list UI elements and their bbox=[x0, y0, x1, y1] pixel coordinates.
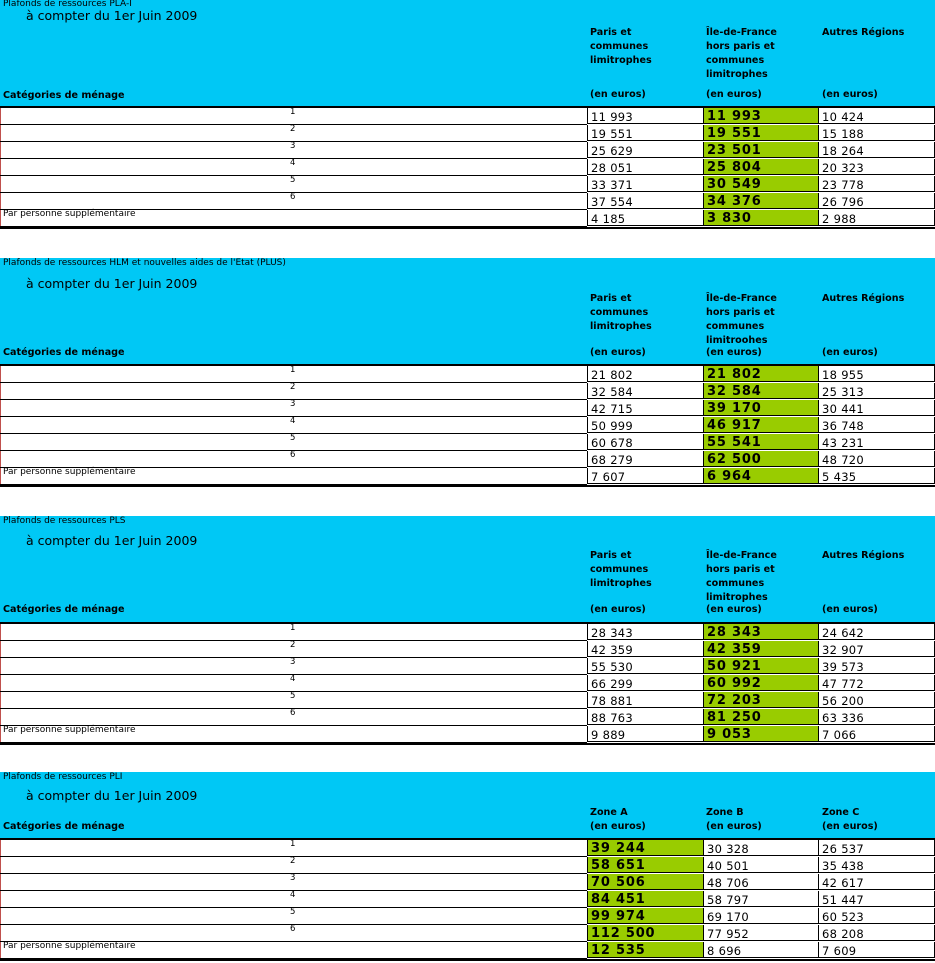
table-bottom-border bbox=[0, 227, 935, 229]
value-cell[interactable]: 50 921 bbox=[703, 658, 819, 674]
row-marker bbox=[0, 142, 1, 158]
resource-table bbox=[0, 516, 935, 747]
value-cell[interactable]: 88 763 bbox=[587, 709, 703, 725]
table-row bbox=[0, 857, 935, 874]
table-header bbox=[0, 516, 935, 622]
value-cell[interactable]: 11 993 bbox=[587, 108, 703, 124]
row-label-cell bbox=[0, 434, 587, 451]
value-cell[interactable]: 28 343 bbox=[587, 624, 703, 640]
table-row bbox=[0, 658, 935, 675]
row-marker bbox=[0, 468, 1, 484]
table-row bbox=[0, 142, 935, 159]
value-cell[interactable]: 55 541 bbox=[703, 434, 819, 450]
row-label: 5 bbox=[290, 691, 296, 701]
value-cell[interactable]: 23 778 bbox=[818, 176, 935, 192]
table-title: Plafonds de ressources PLA-I bbox=[3, 0, 132, 9]
table-row bbox=[0, 434, 935, 451]
table-row bbox=[0, 692, 935, 709]
row-marker bbox=[0, 840, 1, 856]
row-marker bbox=[0, 908, 1, 924]
table-subtitle: à compter du 1er Juin 2009 bbox=[26, 788, 198, 803]
value-cell[interactable]: 72 203 bbox=[703, 692, 819, 708]
value-cell[interactable]: 42 359 bbox=[703, 641, 819, 657]
row-label: 4 bbox=[290, 674, 296, 684]
row-label: 4 bbox=[290, 158, 296, 168]
value-cell[interactable]: 60 992 bbox=[703, 675, 819, 691]
table-row bbox=[0, 108, 935, 125]
column-header: Île-de-France hors paris et communes limitrophes bbox=[706, 550, 777, 603]
row-label: 6 bbox=[290, 708, 296, 718]
value-cell[interactable]: 34 376 bbox=[703, 193, 819, 209]
category-label: Catégories de ménage bbox=[3, 604, 125, 615]
table-header bbox=[0, 258, 935, 364]
value-cell[interactable]: 7 609 bbox=[818, 942, 935, 958]
column-header: Zone C bbox=[822, 807, 860, 818]
table-row bbox=[0, 210, 935, 227]
value-cell[interactable]: 46 917 bbox=[703, 417, 819, 433]
row-label: 6 bbox=[290, 192, 296, 202]
row-label: 2 bbox=[290, 382, 296, 392]
row-label-cell bbox=[0, 193, 587, 210]
column-header: Autres Régions bbox=[822, 27, 905, 38]
row-label-cell bbox=[0, 658, 587, 675]
value-cell[interactable]: 42 359 bbox=[587, 641, 703, 657]
table-row bbox=[0, 176, 935, 193]
value-cell[interactable]: 39 244 bbox=[587, 840, 703, 856]
row-label-cell bbox=[0, 891, 587, 908]
row-marker bbox=[0, 709, 1, 725]
row-label: 6 bbox=[290, 924, 296, 934]
column-unit: (en euros) bbox=[590, 604, 646, 615]
row-marker bbox=[0, 658, 1, 674]
table-row bbox=[0, 942, 935, 959]
row-marker bbox=[0, 383, 1, 399]
row-label-cell bbox=[0, 383, 587, 400]
value-cell[interactable]: 9 053 bbox=[703, 726, 819, 742]
value-cell[interactable]: 4 185 bbox=[587, 210, 703, 226]
table-title: Plafonds de ressources PLS bbox=[3, 516, 126, 526]
resource-table bbox=[0, 0, 935, 231]
row-label-cell bbox=[0, 210, 587, 227]
table-subtitle: à compter du 1er Juin 2009 bbox=[26, 533, 198, 548]
table-row bbox=[0, 891, 935, 908]
value-cell[interactable]: 25 313 bbox=[818, 383, 935, 399]
row-label: 5 bbox=[290, 907, 296, 917]
value-cell[interactable]: 68 279 bbox=[587, 451, 703, 467]
table-row bbox=[0, 451, 935, 468]
table-row bbox=[0, 624, 935, 641]
row-label: Par personne supplémentaire bbox=[3, 941, 136, 951]
row-marker bbox=[0, 417, 1, 433]
table-subtitle: à compter du 1er Juin 2009 bbox=[26, 276, 198, 291]
row-label: Par personne supplémentaire bbox=[3, 209, 136, 219]
table-row bbox=[0, 925, 935, 942]
row-label-cell bbox=[0, 675, 587, 692]
row-label: 3 bbox=[290, 873, 296, 883]
value-cell[interactable]: 10 424 bbox=[818, 108, 935, 124]
row-marker bbox=[0, 176, 1, 192]
table-subtitle: à compter du 1er Juin 2009 bbox=[26, 8, 198, 23]
row-label: 6 bbox=[290, 450, 296, 460]
row-label: 1 bbox=[290, 107, 296, 117]
table-row bbox=[0, 641, 935, 658]
table-title: Plafonds de ressources HLM et nouvelles aides de l'Etat (PLUS) bbox=[3, 258, 286, 268]
column-header: Paris et communes limitrophes bbox=[590, 293, 652, 332]
table-row bbox=[0, 840, 935, 857]
category-label: Catégories de ménage bbox=[3, 90, 125, 101]
row-label: Par personne supplémentaire bbox=[3, 725, 136, 735]
table-row bbox=[0, 417, 935, 434]
row-marker bbox=[0, 692, 1, 708]
value-cell[interactable]: 7 066 bbox=[818, 726, 935, 742]
table-row bbox=[0, 366, 935, 383]
row-marker bbox=[0, 125, 1, 141]
row-label: 5 bbox=[290, 433, 296, 443]
value-cell[interactable]: 77 952 bbox=[703, 925, 819, 941]
table-row bbox=[0, 675, 935, 692]
value-cell[interactable]: 30 441 bbox=[818, 400, 935, 416]
row-label-cell bbox=[0, 400, 587, 417]
table-row bbox=[0, 193, 935, 210]
row-label-cell bbox=[0, 641, 587, 658]
value-cell[interactable]: 58 797 bbox=[703, 891, 819, 907]
column-header: Zone A bbox=[590, 807, 628, 818]
row-marker bbox=[0, 925, 1, 941]
row-label-cell bbox=[0, 840, 587, 857]
column-unit: (en euros) bbox=[706, 89, 762, 100]
row-marker bbox=[0, 210, 1, 226]
value-cell[interactable]: 30 549 bbox=[703, 176, 819, 192]
column-unit: (en euros) bbox=[590, 89, 646, 100]
table-row bbox=[0, 709, 935, 726]
value-cell[interactable]: 32 907 bbox=[818, 641, 935, 657]
value-cell[interactable]: 36 748 bbox=[818, 417, 935, 433]
value-cell[interactable]: 28 343 bbox=[703, 624, 819, 640]
row-marker bbox=[0, 193, 1, 209]
column-unit: (en euros) bbox=[822, 89, 878, 100]
row-label-cell bbox=[0, 874, 587, 891]
value-cell[interactable]: 112 500 bbox=[587, 925, 703, 941]
table-row bbox=[0, 726, 935, 743]
value-cell[interactable]: 40 501 bbox=[703, 857, 819, 873]
value-cell[interactable]: 68 208 bbox=[818, 925, 935, 941]
value-cell[interactable]: 37 554 bbox=[587, 193, 703, 209]
value-cell[interactable]: 7 607 bbox=[587, 468, 703, 484]
row-label-cell bbox=[0, 624, 587, 641]
value-cell[interactable]: 33 371 bbox=[587, 176, 703, 192]
table-header bbox=[0, 772, 935, 838]
row-label: 1 bbox=[290, 623, 296, 633]
row-label: 2 bbox=[290, 124, 296, 134]
value-cell[interactable]: 70 506 bbox=[587, 874, 703, 890]
table-row bbox=[0, 159, 935, 176]
row-marker bbox=[0, 726, 1, 742]
table-row bbox=[0, 468, 935, 485]
row-label-cell bbox=[0, 726, 587, 743]
table-title: Plafonds de ressources PLI bbox=[3, 772, 123, 782]
value-cell[interactable]: 21 802 bbox=[703, 366, 819, 382]
row-marker bbox=[0, 159, 1, 175]
table-row bbox=[0, 908, 935, 925]
value-cell[interactable]: 35 438 bbox=[818, 857, 935, 873]
value-cell[interactable]: 2 988 bbox=[818, 210, 935, 226]
value-cell[interactable]: 55 530 bbox=[587, 658, 703, 674]
value-cell[interactable]: 30 328 bbox=[703, 840, 819, 856]
table-row bbox=[0, 383, 935, 400]
value-cell[interactable]: 8 696 bbox=[703, 942, 819, 958]
row-label-cell bbox=[0, 925, 587, 942]
column-header: Paris et communes limitrophes bbox=[590, 550, 652, 589]
row-label: 3 bbox=[290, 141, 296, 151]
value-cell[interactable]: 24 642 bbox=[818, 624, 935, 640]
value-cell[interactable]: 3 830 bbox=[703, 210, 819, 226]
row-marker bbox=[0, 675, 1, 691]
row-marker bbox=[0, 434, 1, 450]
table-row bbox=[0, 874, 935, 891]
value-cell[interactable]: 25 629 bbox=[587, 142, 703, 158]
column-header: Autres Régions bbox=[822, 550, 905, 561]
value-cell[interactable]: 32 584 bbox=[587, 383, 703, 399]
value-cell[interactable]: 42 715 bbox=[587, 400, 703, 416]
row-label-cell bbox=[0, 709, 587, 726]
value-cell[interactable]: 66 299 bbox=[587, 675, 703, 691]
row-label: 3 bbox=[290, 399, 296, 409]
value-cell[interactable]: 63 336 bbox=[818, 709, 935, 725]
row-marker bbox=[0, 108, 1, 124]
value-cell[interactable]: 9 889 bbox=[587, 726, 703, 742]
value-cell[interactable]: 48 720 bbox=[818, 451, 935, 467]
value-cell[interactable]: 25 804 bbox=[703, 159, 819, 175]
row-marker bbox=[0, 874, 1, 890]
row-label-cell bbox=[0, 417, 587, 434]
row-label: 1 bbox=[290, 839, 296, 849]
row-label: 4 bbox=[290, 416, 296, 426]
value-cell[interactable]: 78 881 bbox=[587, 692, 703, 708]
value-cell[interactable]: 43 231 bbox=[818, 434, 935, 450]
row-marker bbox=[0, 891, 1, 907]
column-header: Île-de-France hors paris et communes limitrophes bbox=[706, 27, 777, 80]
value-cell[interactable]: 5 435 bbox=[818, 468, 935, 484]
value-cell[interactable]: 51 447 bbox=[818, 891, 935, 907]
value-cell[interactable]: 58 651 bbox=[587, 857, 703, 873]
column-header: Zone B bbox=[706, 807, 744, 818]
row-marker bbox=[0, 366, 1, 382]
table-row bbox=[0, 125, 935, 142]
category-label: Catégories de ménage bbox=[3, 347, 125, 358]
row-label-cell bbox=[0, 908, 587, 925]
value-cell[interactable]: 84 451 bbox=[587, 891, 703, 907]
value-cell[interactable]: 39 573 bbox=[818, 658, 935, 674]
column-unit: (en euros) bbox=[590, 347, 646, 358]
row-label: 5 bbox=[290, 175, 296, 185]
table-bottom-border bbox=[0, 959, 935, 961]
value-cell[interactable]: 60 523 bbox=[818, 908, 935, 924]
table-row bbox=[0, 400, 935, 417]
resource-table bbox=[0, 772, 935, 963]
column-unit: (en euros) bbox=[706, 347, 762, 358]
resource-table bbox=[0, 258, 935, 489]
value-cell[interactable]: 23 501 bbox=[703, 142, 819, 158]
table-bottom-border bbox=[0, 743, 935, 745]
row-label: 2 bbox=[290, 640, 296, 650]
row-marker bbox=[0, 451, 1, 467]
value-cell[interactable]: 48 706 bbox=[703, 874, 819, 890]
column-unit: (en euros) bbox=[822, 604, 878, 615]
row-label: Par personne supplémentaire bbox=[3, 467, 136, 477]
value-cell[interactable]: 81 250 bbox=[703, 709, 819, 725]
value-cell[interactable]: 56 200 bbox=[818, 692, 935, 708]
value-cell[interactable]: 42 617 bbox=[818, 874, 935, 890]
row-label-cell bbox=[0, 108, 587, 125]
value-cell[interactable]: 6 964 bbox=[703, 468, 819, 484]
category-label: Catégories de ménage bbox=[3, 821, 125, 832]
value-cell[interactable]: 21 802 bbox=[587, 366, 703, 382]
row-label-cell bbox=[0, 857, 587, 874]
value-cell[interactable]: 60 678 bbox=[587, 434, 703, 450]
row-label: 2 bbox=[290, 856, 296, 866]
value-cell[interactable]: 26 537 bbox=[818, 840, 935, 856]
value-cell[interactable]: 39 170 bbox=[703, 400, 819, 416]
row-marker bbox=[0, 857, 1, 873]
row-label-cell bbox=[0, 366, 587, 383]
column-unit: (en euros) bbox=[590, 821, 646, 832]
value-cell[interactable]: 15 188 bbox=[818, 125, 935, 141]
row-label-cell bbox=[0, 159, 587, 176]
table-header bbox=[0, 0, 935, 106]
row-marker bbox=[0, 641, 1, 657]
row-label: 4 bbox=[290, 890, 296, 900]
row-label: 1 bbox=[290, 365, 296, 375]
value-cell[interactable]: 18 264 bbox=[818, 142, 935, 158]
value-cell[interactable]: 11 993 bbox=[703, 108, 819, 124]
row-label-cell bbox=[0, 942, 587, 959]
value-cell[interactable]: 28 051 bbox=[587, 159, 703, 175]
value-cell[interactable]: 20 323 bbox=[818, 159, 935, 175]
value-cell[interactable]: 99 974 bbox=[587, 908, 703, 924]
value-cell[interactable]: 50 999 bbox=[587, 417, 703, 433]
row-marker bbox=[0, 400, 1, 416]
row-label: 3 bbox=[290, 657, 296, 667]
column-unit: (en euros) bbox=[822, 347, 878, 358]
row-marker bbox=[0, 624, 1, 640]
row-label-cell bbox=[0, 468, 587, 485]
column-unit: (en euros) bbox=[706, 821, 762, 832]
row-label-cell bbox=[0, 692, 587, 709]
value-cell[interactable]: 69 170 bbox=[703, 908, 819, 924]
value-cell[interactable]: 19 551 bbox=[587, 125, 703, 141]
column-header: Autres Régions bbox=[822, 293, 905, 304]
row-label-cell bbox=[0, 142, 587, 159]
table-bottom-border bbox=[0, 485, 935, 487]
value-cell[interactable]: 47 772 bbox=[818, 675, 935, 691]
row-label-cell bbox=[0, 125, 587, 142]
column-header: Paris et communes limitrophes bbox=[590, 27, 652, 66]
column-unit: (en euros) bbox=[822, 821, 878, 832]
column-unit: (en euros) bbox=[706, 604, 762, 615]
value-cell[interactable]: 12 535 bbox=[587, 942, 703, 958]
row-label-cell bbox=[0, 451, 587, 468]
column-header: Île-de-France hors paris et communes limitroohes bbox=[706, 293, 777, 346]
value-cell[interactable]: 62 500 bbox=[703, 451, 819, 467]
value-cell[interactable]: 18 955 bbox=[818, 366, 935, 382]
row-label-cell bbox=[0, 176, 587, 193]
value-cell[interactable]: 19 551 bbox=[703, 125, 819, 141]
value-cell[interactable]: 26 796 bbox=[818, 193, 935, 209]
value-cell[interactable]: 32 584 bbox=[703, 383, 819, 399]
